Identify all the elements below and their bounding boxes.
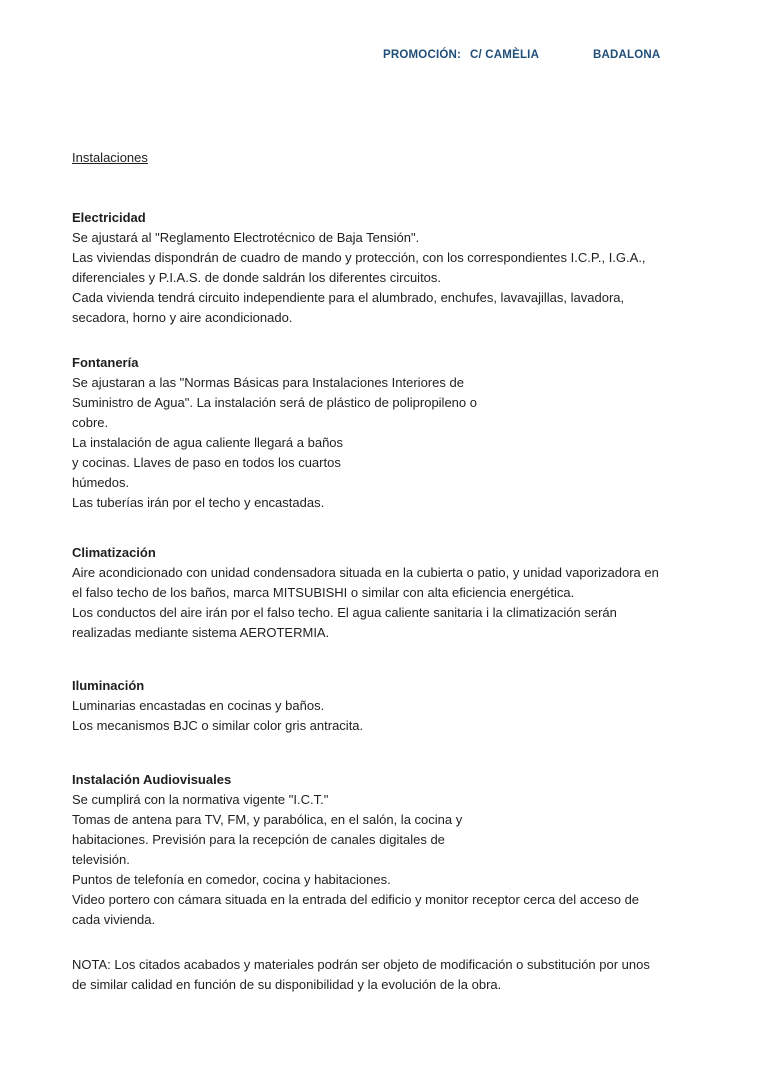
paragraph-line: Video portero con cámara situada en la entrada del edificio y monitor receptor cerca del acceso de	[72, 892, 640, 907]
paragraph-line: húmedos.	[72, 475, 130, 490]
paragraph-line: Se ajustará al "Reglamento Electrotécnico de Baja Tensión".	[72, 230, 420, 245]
paragraph-line: el falso techo de los baños, marca MITSUBISHI o similar con alta eficiencia energética.	[72, 585, 575, 600]
paragraph-line: secadora, horno y aire acondicionado.	[72, 310, 293, 325]
promotion-street: C/ CAMÈLIA	[470, 49, 540, 61]
paragraph-line: NOTA: Los citados acabados y materiales podrán ser objeto de modificación o substitución por unos	[72, 957, 650, 972]
paragraph-line: Se cumplirá con la normativa vigente "I.C.T."	[72, 792, 329, 807]
section-fontaneria	[72, 353, 477, 513]
paragraph-line: diferenciales y P.I.A.S. de donde saldrán los diferentes circuitos.	[72, 270, 442, 285]
paragraph-line: Las viviendas dispondrán de cuadro de mando y protección, con los correspondientes I.C.P., I.G.A.,	[72, 250, 646, 265]
paragraph-line: cobre.	[72, 415, 109, 430]
section-heading: Electricidad	[72, 210, 146, 225]
paragraph-line: Los mecanismos BJC o similar color gris antracita.	[72, 718, 364, 733]
section-heading: Iluminación	[72, 678, 145, 693]
paragraph-line: Los conductos del aire irán por el falso techo. El agua caliente sanitaria i la climatización serán	[72, 605, 617, 620]
section-nota	[72, 955, 650, 995]
paragraph-line: cada vivienda.	[72, 912, 156, 927]
page-title: Instalaciones	[72, 150, 148, 165]
paragraph-line: y cocinas. Llaves de paso en todos los cuartos	[72, 455, 341, 470]
promotion-city: BADALONA	[593, 49, 661, 61]
section-climatizacion	[72, 543, 659, 643]
paragraph-line: Aire acondicionado con unidad condensadora situada en la cubierta o patio, y unidad vaporizadora en	[72, 565, 659, 580]
paragraph-line: Se ajustaran a las "Normas Básicas para Instalaciones Interiores de	[72, 375, 464, 390]
section-heading: Fontanería	[72, 355, 139, 370]
paragraph-line: Puntos de telefonía en comedor, cocina y habitaciones.	[72, 872, 391, 887]
paragraph-line: Suministro de Agua". La instalación será de plástico de polipropileno o	[72, 395, 477, 410]
paragraph-line: de similar calidad en función de su disponibilidad y la evolución de la obra.	[72, 977, 502, 992]
section-heading: Instalación Audiovisuales	[72, 772, 232, 787]
section-electricidad	[72, 208, 646, 328]
paragraph-line: televisión.	[72, 852, 130, 867]
section-heading: Climatización	[72, 545, 156, 560]
paragraph-line: Cada vivienda tendrá circuito independiente para el alumbrado, enchufes, lavavajillas, lavadora,	[72, 290, 625, 305]
paragraph-line: Luminarias encastadas en cocinas y baños.	[72, 698, 325, 713]
section-audiovisuales	[72, 770, 639, 930]
section-iluminacion	[72, 676, 363, 736]
paragraph-line: habitaciones. Previsión para la recepción de canales digitales de	[72, 832, 445, 847]
paragraph-line: realizadas mediante sistema AEROTERMIA.	[72, 625, 330, 640]
paragraph-line: Las tuberías irán por el techo y encastadas.	[72, 495, 325, 510]
paragraph-line: Tomas de antena para TV, FM, y parabólica, en el salón, la cocina y	[72, 812, 463, 827]
paragraph-line: La instalación de agua caliente llegará a baños	[72, 435, 344, 450]
promotion-label: PROMOCIÓN:	[383, 49, 462, 61]
